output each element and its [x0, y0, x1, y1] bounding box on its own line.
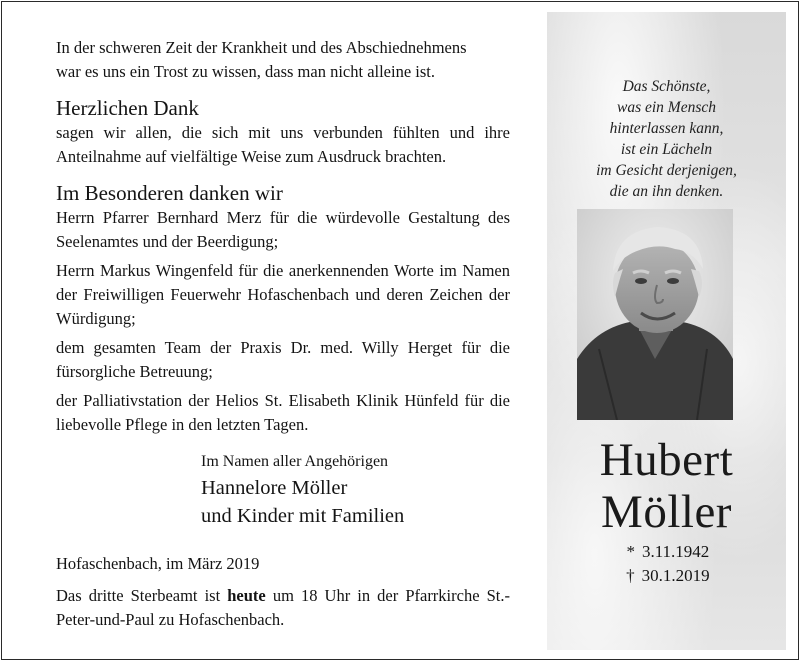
thanks-column	[56, 36, 510, 442]
quote-line: was ein Mensch	[616, 99, 716, 116]
death-date-line	[547, 564, 786, 588]
thank-item-palliative: der Palliativstation der Helios St. Elisabeth Klinik Hünfeld für die liebevolle Pflege in den letzten Tagen.	[56, 391, 510, 434]
deceased-last-name: Möller	[601, 486, 732, 538]
thanks-heading: Herzlichen Dank	[56, 96, 199, 120]
mass-notice-end: um 18 Uhr in der Pfarrkirche St.-Peter-und-Paul zu Hofaschenbach.	[56, 586, 510, 629]
birth-date: 3.11.1942	[641, 542, 710, 561]
memorial-quote	[547, 76, 786, 202]
quote-line: hinterlassen kann,	[609, 120, 724, 137]
mass-notice	[56, 584, 510, 632]
mass-notice-today: heute	[227, 586, 266, 605]
quote-line: die an ihn denken.	[609, 183, 724, 200]
signature-name: Hannelore Möller	[201, 477, 348, 499]
mass-notice-start: Das dritte Sterbeamt ist	[56, 586, 228, 605]
thanks-text: sagen wir allen, die sich mit uns verbunden fühlten und ihre Anteilnahme auf vielfältige Weise zum Ausdruck brachten.	[56, 123, 510, 166]
quote-line: Das Schönste,	[622, 78, 711, 95]
thank-item-pastor: Herrn Pfarrer Bernhard Merz für die würdevolle Gestaltung des Seelenamtes und der Beerdigung;	[56, 208, 510, 251]
intro-text	[56, 36, 510, 84]
thank-item-practice: dem gesamten Team der Praxis Dr. med. Willy Herget für die fürsorgliche Betreuung;	[56, 338, 510, 381]
special-heading: Im Besonderen danken wir	[56, 181, 283, 205]
quote-line: im Gesicht derjenigen,	[596, 162, 737, 179]
portrait-photo	[577, 209, 733, 420]
deceased-first-name: Hubert	[599, 434, 734, 486]
intro-line-2: war es uns ein Trost zu wissen, dass man nicht alleine ist.	[56, 62, 436, 81]
death-date: 30.1.2019	[641, 566, 710, 585]
quote-line: ist ein Lächeln	[620, 141, 713, 158]
birth-date-line	[547, 540, 786, 564]
portrait-illustration	[577, 209, 733, 420]
life-dates	[547, 540, 786, 588]
signature-family: und Kinder mit Familien	[201, 505, 405, 527]
footer-block	[56, 552, 510, 632]
intro-line-1: In der schweren Zeit der Krankheit und des Abschiednehmens	[56, 38, 467, 57]
death-cross-icon: †	[626, 566, 635, 585]
signature-block	[201, 450, 404, 530]
signature-intro: Im Namen aller Angehörigen	[201, 453, 389, 470]
thank-item-fire-brigade: Herrn Markus Wingenfeld für die anerkennenden Worte im Namen der Freiwilligen Feuerwehr Hofaschenbach und deren Zeichen der Würdigung;	[56, 261, 510, 328]
birth-symbol: *	[626, 542, 635, 561]
place-date: Hofaschenbach, im März 2019	[56, 554, 260, 573]
memorial-panel	[547, 12, 786, 650]
